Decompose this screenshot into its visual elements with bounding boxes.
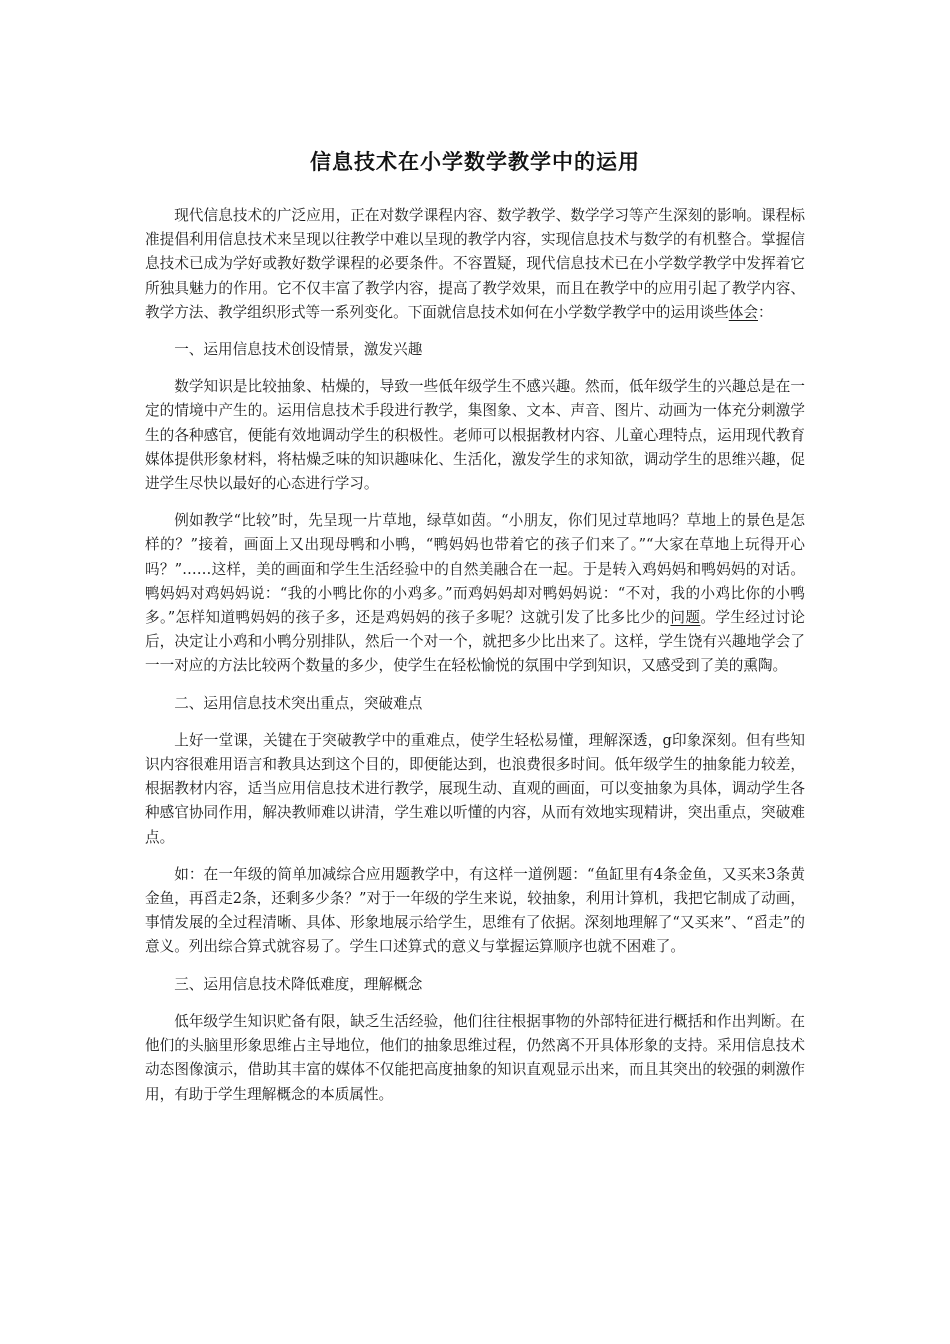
section-1-paragraph-2-text-end: 。学生经过讨论后，决定让小鸡和小鸭分别排队，然后一个对一个，就把多少比出来了。这样，学生饶有兴趣地学会了一一对应的方法比较两个数量的多少，使学生在轻松愉悦的氛围中学到知识，又感受到了美的熏陶。 bbox=[145, 609, 805, 675]
document-page bbox=[145, 142, 805, 1120]
section-2-paragraph-1: 上好一堂课，关键在于突破教学中的重难点，使学生轻松易懂，理解深透，g印象深刻。但有些知识内容很难用语言和教具达到这个目的，即便能达到，也浪费很多时间。低年级学生的抽象能力较差，根据教材内容，适当应用信息技术进行教学，展现生动、直观的画面，可以变抽象为具体，调动学生各种感官协同作用，解决教师难以讲清，学生难以听懂的内容，从而有效地实现精讲，突出重点，突破难点。 bbox=[145, 731, 805, 846]
intro-text-end: ： bbox=[757, 303, 773, 321]
section-1-paragraph-2 bbox=[145, 509, 805, 678]
intro-text: 现代信息技术的广泛应用，正在对数学课程内容、数学教学、数学学习等产生深刻的影响。课程标准提倡利用信息技术来呈现以往教学中难以呈现的教学内容，实现信息技术与数学的有机整合。掌握信息技术已成为学好或教好数学课程的必要条件。不容置疑，现代信息技术已在小学数学教学中发挥着它所独具魅力的作用。它不仅丰富了教学内容，提高了教学效果，而且在教学中的应用引起了教学内容、教学方法、教学组织形式等一系列变化。下面就信息技术如何在小学数学教学中的运用谈些 bbox=[145, 207, 805, 321]
intro-paragraph bbox=[145, 204, 805, 325]
section-2-paragraph-2: 如：在一年级的简单加减综合应用题教学中，有这样一道例题：“鱼缸里有4条金鱼，又买来3条黄金鱼，再舀走2条，还剩多少条？”对于一年级的学生来说，较抽象，利用计算机，我把它制成了动画，事情发展的全过程清晰、具体、形象地展示给学生，思维有了依据。深刻地理解了“又买来”、“舀走”的意义。列出综合算式就容易了。学生口述算式的意义与掌握运算顺序也就不困难了。 bbox=[145, 865, 805, 956]
section-3-paragraph-1: 低年级学生知识贮备有限，缺乏生活经验，他们往往根据事物的外部特征进行概括和作出判断。在他们的头脑里形象思维占主导地位，他们的抽象思维过程，仍然离不开具体形象的支持。采用信息技术动态图像演示，借助其丰富的媒体不仅能把高度抽象的知识直观显示出来，而且其突出的较强的刺激作用，有助于学生理解概念的本质属性。 bbox=[145, 1012, 805, 1103]
section-1-paragraph-2-text: 例如教学“比较”时，先呈现一片草地，绿草如茵。“小朋友，你们见过草地吗？草地上的景色是怎样的？”接着，画面上又出现母鸭和小鸭，“鸭妈妈也带着它的孩子们来了。”“大家在草地上玩得开心吗？”……这样，美的画面和学生生活经验中的自然美融合在一起。于是转入鸡妈妈和鸭妈妈的对话。鸭妈妈对鸡妈妈说：“我的小鸭比你的小鸡多。”而鸡妈妈却对鸭妈妈说：“不对，我的小鸡比你的小鸭多。”怎样知道鸭妈妈的孩子多，还是鸡妈妈的孩子多呢？这就引发了比多比少的 bbox=[145, 512, 805, 627]
document-title: 信息技术在小学数学教学中的运用 bbox=[310, 150, 640, 174]
section-1-underlined-term[interactable]: 问题 bbox=[670, 609, 701, 627]
section-1-heading: 一、运用信息技术创设情景，激发兴趣 bbox=[174, 341, 423, 359]
section-1-paragraph-1: 数学知识是比较抽象、枯燥的，导致一些低年级学生不感兴趣。然而，低年级学生的兴趣总是在一定的情境中产生的。运用信息技术手段进行教学，集图象、文本、声音、图片、动画为一体充分刺激学生的各种感官，便能有效地调动学生的积极性。老师可以根据教材内容、儿童心理特点，运用现代教育媒体提供形象材料，将枯燥乏味的知识趣味化、生活化，激发学生的求知欲，调动学生的思维兴趣，促进学生尽快以最好的心态进行学习。 bbox=[145, 378, 805, 493]
section-3-heading: 三、运用信息技术降低难度，理解概念 bbox=[174, 975, 423, 993]
section-2-heading: 二、运用信息技术突出重点，突破难点 bbox=[174, 694, 423, 712]
intro-underlined-term[interactable]: 体会 bbox=[728, 303, 758, 321]
